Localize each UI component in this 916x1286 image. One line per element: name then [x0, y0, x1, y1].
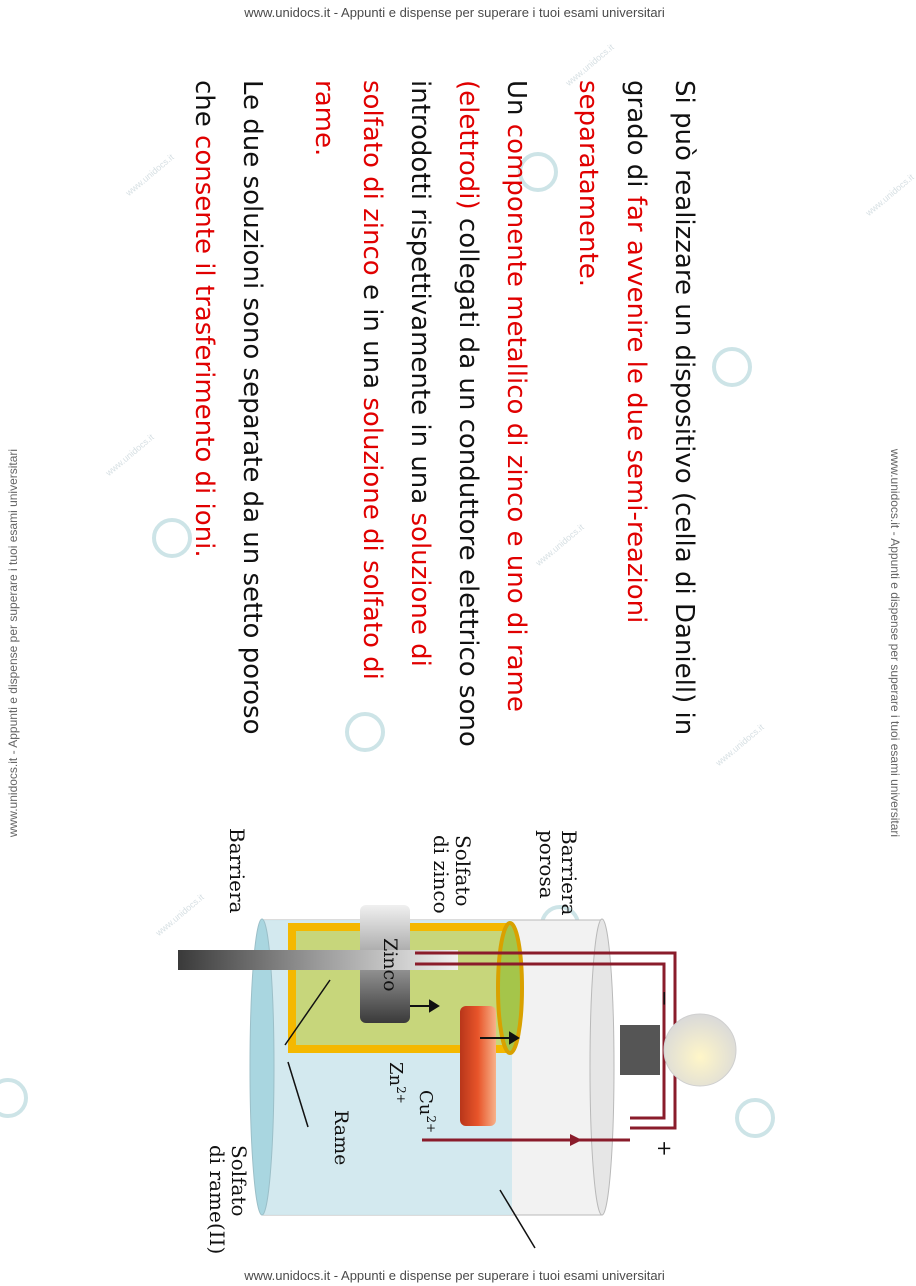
- copper-electrode: [460, 1006, 496, 1126]
- watermark-logo-icon: [0, 1078, 28, 1118]
- highlight-text: far avvenire le due semi-reazioni separatamente: [573, 80, 651, 624]
- text-run: collegati da un conduttore elettrico sono introdotti rispettivamente in una: [405, 80, 483, 747]
- label-minus-pole: −: [653, 990, 677, 1007]
- slide-text: [188, 80, 708, 760]
- watermark-faint: www.unidocs.it: [863, 172, 916, 218]
- label-cu-ion: $Cu^{2+}$: [415, 1090, 438, 1134]
- watermark-faint: www.unidocs.it: [563, 42, 616, 88]
- label-solfato-rame: Solfato: [227, 1145, 251, 1217]
- watermark-faint: www.unidocs.it: [103, 432, 156, 478]
- light-bulb-icon: [620, 1014, 736, 1086]
- paragraph-separation: [180, 80, 276, 760]
- label-barriera: Barriera: [557, 830, 581, 916]
- highlight-text: componente metallico di zinco e uno di rame (elettrodi): [453, 80, 531, 712]
- label-porosa: porosa: [535, 830, 559, 899]
- watermark-bottom: www.unidocs.it - Appunti e dispense per superare i tuoi esami universitari: [244, 1268, 665, 1283]
- watermark-faint: www.unidocs.it: [533, 522, 586, 568]
- text-run: .: [189, 549, 219, 558]
- daniell-cell-diagram: [190, 800, 760, 1270]
- watermark-top: www.unidocs.it - Appunti e dispense per superare i tuoi esami universitari: [244, 5, 665, 20]
- watermark-faint: www.unidocs.it: [153, 892, 206, 938]
- paragraph-intro: [564, 80, 708, 760]
- watermark-left: www.unidocs.it - Appunti e dispense per superare i tuoi esami universitari: [6, 448, 20, 838]
- highlight-text: soluzione di solfato di rame: [309, 80, 387, 680]
- text-run: .: [309, 147, 339, 157]
- highlight-text: consente il trasferimento di ioni: [189, 135, 219, 550]
- label-di-zinco: di zinco: [429, 835, 453, 914]
- watermark-faint: www.unidocs.it: [713, 722, 766, 768]
- text-run: Le due soluzioni sono separate da un setto poroso che: [189, 80, 267, 735]
- text-run: Un: [501, 80, 531, 124]
- label-barriera-porosa: Barriera: [225, 828, 249, 914]
- label-di-rame: di rame(II): [205, 1145, 229, 1255]
- text-run: Si può realizzare un dispositivo (cella di Daniell) in grado di: [621, 80, 699, 736]
- slide-text-area: [188, 80, 708, 760]
- label-zinco-electrode: Zinco: [379, 938, 401, 992]
- watermark-faint: www.unidocs.it: [123, 152, 176, 198]
- text-run: .: [573, 278, 603, 287]
- label-plus-pole: +: [653, 1140, 677, 1157]
- watermark-logo-icon: [712, 347, 752, 387]
- text-run: e in una: [357, 275, 387, 398]
- label-rame-electrode: Rame: [330, 1110, 352, 1166]
- label-solfato-zinco: Solfato: [451, 835, 475, 907]
- watermark-right: www.unidocs.it - Appunti e dispense per superare i tuoi esami universitari: [888, 448, 902, 838]
- paragraph-components: [300, 80, 540, 760]
- label-zn-ion: $Zn^{2+}$: [385, 1062, 408, 1104]
- highlight-text: soluzione di solfato di zinco: [357, 80, 435, 667]
